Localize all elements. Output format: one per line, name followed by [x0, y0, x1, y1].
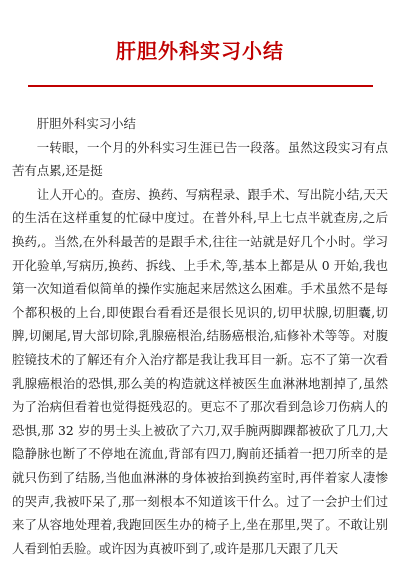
document-title: 肝胆外科实习小结 — [116, 39, 284, 63]
paragraph-2: 让人开心的。查房、换药、写病程录、跟手术、写出院小结,天天的生活在这样重复的忙碌中度过。在普外科,早上七点半就查房,之后换药,。当然,在外科最苦的是跟手术,往往一站就是好几个小时。学习开化验单,写病历,换药、拆线、上手术,等,基本上都是从 0 开始,我也第一次知道看似简单的操作实施起来居然这么困难。手术虽然不是每个都积极的上台,即使跟台看看还是很长见识的,切甲状腺,切胆囊,切脾,切阑尾,胃大部切除,乳腺癌根治,结肠癌根治,疝修补术等等。对腹腔镜技术的了解还有介入治疗都是我让我耳目一新。忘不了第一次看乳腺癌根治的恐惧,那么美的构造就这样被医生血淋淋地割掉了,虽然为了治病但看着也觉得挺残忍的。更忘不了那次看到急诊刀伤病人的恐惧,那 32 岁的男士头上被砍了六刀,双手腕两脚踝都被砍了几刀,大隐静脉也断了不停地在流血,背部有四刀,胸前还插着一把刀所幸的是就只伤到了结肠,当他血淋淋的身体被抬到换药室时,再伴着家人凄惨的哭声,我被吓呆了,那一刻根本不知道该干什么。过了一会护士们过来了从容地处理着,我跑回医生办的椅子上,坐在那里,哭了。不敢让别人看到怕丢脸。或许因为真被吓到了,或许是那几天跟了几天 — [12, 186, 388, 556]
title-divider — [28, 85, 373, 87]
document-body — [12, 112, 388, 560]
document-subtitle: 肝胆外科实习小结 — [36, 116, 136, 131]
paragraph-1: 一转眼，一个月的外科实习生涯已告一段落。虽然这段实习有点苦有点累,还是挺 — [12, 139, 388, 179]
